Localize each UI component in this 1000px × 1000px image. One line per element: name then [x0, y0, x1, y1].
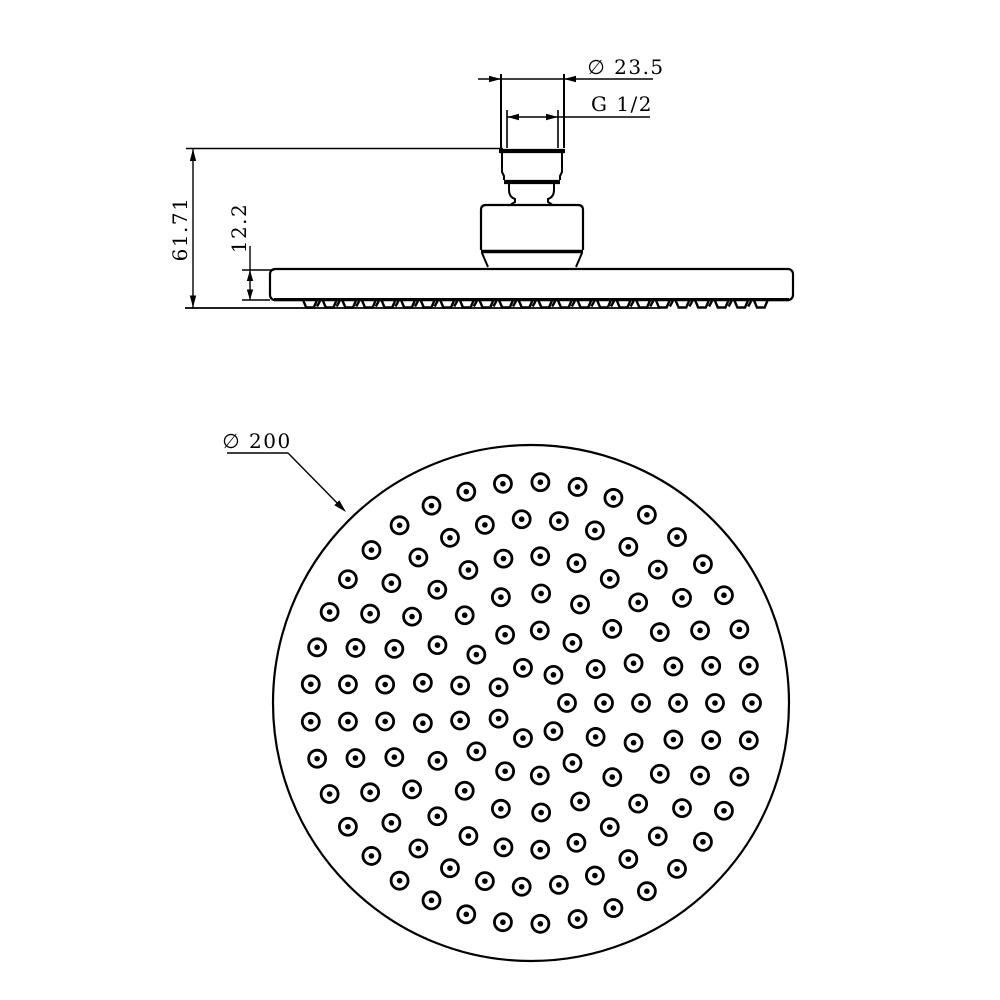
nozzle-dot [674, 866, 680, 872]
nozzle-dot [397, 523, 403, 529]
nozzle-dot [671, 664, 677, 670]
nozzle-dot [502, 632, 508, 638]
nozzle-dot [537, 773, 543, 779]
nozzle-dot [434, 813, 440, 819]
nozzle-dot [611, 495, 617, 501]
nozzle-dot [655, 834, 661, 840]
nozzle-dot [626, 544, 632, 550]
nozzle-dot [420, 720, 426, 726]
arrowhead-left-pointing [564, 76, 576, 82]
side-nozzle [460, 300, 474, 308]
nozzle-dot [435, 642, 441, 648]
thread-outer-lines [501, 74, 564, 148]
nozzle-dot [420, 680, 426, 686]
dim-overall-height [168, 149, 503, 308]
nozzle-dot [409, 787, 415, 793]
nozzle-dot [502, 768, 508, 774]
nozzle-dot [607, 824, 613, 830]
side-nozzle [362, 300, 376, 308]
nozzle-dot [655, 567, 661, 573]
nozzle-dot [457, 683, 463, 689]
nozzle-dot [674, 534, 680, 540]
nozzle-dot [392, 646, 398, 652]
thread-spec-label: G 1/2 [590, 92, 654, 116]
nozzle-dot [447, 865, 453, 871]
dim-thread-outer-diameter [478, 55, 665, 82]
nozzle-dot [389, 580, 395, 586]
collar-sides [502, 153, 562, 180]
side-nozzle [577, 300, 591, 308]
nozzle-dot [314, 756, 320, 762]
nozzle-dot [519, 516, 525, 522]
nozzle-dot [538, 479, 544, 485]
side-nozzle [636, 300, 650, 308]
arrowhead-up-pointing [247, 270, 253, 281]
nozzle-dot [611, 905, 617, 911]
nozzle-dot [749, 700, 755, 706]
nozzle-dot [447, 535, 453, 541]
nozzle-dot [708, 663, 714, 669]
arrowhead-right-pointing [546, 114, 558, 120]
nozzle-dot [466, 833, 472, 839]
side-nozzle [499, 300, 513, 308]
nozzle-dot [551, 728, 557, 734]
nozzle-dot [501, 845, 507, 851]
arrowhead-down-pointing [247, 290, 253, 301]
nozzle-dot [700, 561, 706, 567]
face-diameter-label: ∅ 200 [222, 429, 292, 453]
side-nozzle [675, 300, 689, 308]
nozzle-dot [635, 600, 641, 606]
thread-outer-diameter-label: ∅ 23.5 [587, 55, 665, 79]
nozzle-dot [577, 799, 583, 805]
nozzle-dot [474, 652, 480, 658]
side-nozzle [421, 300, 435, 308]
nozzle-dot [721, 808, 727, 814]
side-nozzle [479, 300, 493, 308]
arrowhead-left-pointing [507, 114, 519, 120]
side-nozzle [734, 300, 748, 308]
nozzle-dot [737, 774, 743, 780]
nozzle-dot [631, 660, 637, 666]
nozzle-dot [498, 806, 504, 812]
side-nozzle [715, 300, 729, 308]
nozzle-dot [327, 609, 333, 615]
nozzle-dot [498, 594, 504, 600]
nozzle-dot [416, 846, 422, 852]
dim-thread-spec [507, 92, 653, 120]
nozzle-dot [577, 602, 583, 608]
nozzle-dot [644, 888, 650, 894]
nozzle-dot [345, 824, 351, 830]
nozzle-dot [593, 666, 599, 672]
nozzle-dot [592, 528, 598, 534]
nozzle-dot [345, 719, 351, 725]
arrowhead-right-pointing [489, 76, 501, 82]
nozzle-dot [389, 820, 395, 826]
nozzle-dot [575, 916, 581, 922]
nozzle-dot [308, 681, 314, 687]
nozzle-dot [314, 645, 320, 651]
nozzle-dot [457, 718, 463, 724]
nozzle-dot [397, 878, 403, 884]
nozzle-dot [429, 898, 435, 904]
nozzle-dot [609, 626, 615, 632]
nozzle-dot [353, 755, 359, 761]
nozzle-dot [409, 614, 415, 620]
nozzle-dot [564, 700, 570, 706]
nozzle-dot [496, 716, 502, 722]
nozzle-dot [369, 853, 375, 859]
nozzle-dot [538, 810, 544, 816]
nozzle-dot [482, 522, 488, 528]
nozzle-dot [308, 719, 314, 725]
nozzle-dot [520, 665, 526, 671]
nozzle-dot [601, 700, 607, 706]
nozzle-dot [345, 682, 351, 688]
nozzle-dot [609, 774, 615, 780]
nozzle-dot [657, 771, 663, 777]
arrowhead-down-pointing [190, 296, 196, 308]
nozzle-dot [327, 791, 333, 797]
nozzle-dot [367, 789, 373, 795]
nozzle-dot [367, 611, 373, 617]
head-thickness-label: 12.2 [227, 202, 251, 254]
nozzle-dot [697, 773, 703, 779]
overall-height-label: 61.71 [168, 196, 192, 262]
dim-face-diameter [222, 429, 346, 512]
nozzle-dot [537, 847, 543, 853]
nozzle-dot [392, 754, 398, 760]
nozzle-dot [496, 685, 502, 691]
side-nozzle [538, 300, 552, 308]
nozzle-dot [570, 640, 576, 646]
side-nozzle [617, 300, 631, 308]
nozzle-dot [474, 749, 480, 755]
side-nozzle [440, 300, 454, 308]
nozzle-dot [500, 481, 506, 487]
nozzle-dot [746, 738, 752, 744]
nozzle-dot [369, 547, 375, 553]
nozzle-dot [463, 912, 469, 918]
neck-right [548, 184, 554, 205]
nozzle-dot [500, 919, 506, 925]
nozzle-dot [671, 737, 677, 743]
side-nozzle [342, 300, 356, 308]
nozzle-dot [538, 591, 544, 597]
nozzle-dot [635, 801, 641, 807]
nozzle-dot [657, 629, 663, 635]
nozzle-dot [556, 518, 562, 524]
nozzle-dot [574, 840, 580, 846]
nozzle-dot [679, 595, 685, 601]
nozzle-dot [675, 700, 681, 706]
nozzle-dot [593, 734, 599, 740]
nozzle-dot [574, 560, 580, 566]
nozzle-dot [501, 556, 507, 562]
nozzle-dot [537, 628, 543, 634]
nozzle-dot [466, 567, 472, 573]
nozzle-dot [519, 884, 525, 890]
body-skirt [482, 253, 582, 267]
nozzle-dot [626, 856, 632, 862]
side-nozzle [754, 300, 768, 308]
nozzle-dot [345, 576, 351, 582]
nozzle-dot [697, 628, 703, 634]
side-nozzle [401, 300, 415, 308]
nozzle-dot [631, 740, 637, 746]
nozzle-dot [463, 489, 469, 495]
nozzle-dot [551, 672, 557, 678]
nozzle-dot [520, 735, 526, 741]
side-nozzle [519, 300, 533, 308]
nozzle-dot [462, 788, 468, 794]
nozzle-dot [712, 700, 718, 706]
side-nozzle [303, 300, 317, 308]
nozzle-dot [482, 878, 488, 884]
nozzle-dot [592, 873, 598, 879]
nozzle-dot [700, 839, 706, 845]
bottom-view [222, 429, 789, 961]
nozzle-dot [607, 576, 613, 582]
nozzle-dot [746, 663, 752, 669]
nozzle-dot [644, 512, 650, 518]
arrowhead-up-pointing [190, 149, 196, 161]
side-nozzle [381, 300, 395, 308]
nozzle-dot [538, 921, 544, 927]
nozzle-dot [679, 805, 685, 811]
body-outline [481, 205, 583, 250]
nozzle-dot [537, 553, 543, 559]
nozzle-dot [353, 645, 359, 651]
nozzle-dot [570, 760, 576, 766]
nozzle-dot [721, 592, 727, 598]
nozzle-dot [708, 737, 714, 743]
side-nozzle [597, 300, 611, 308]
nozzle-dot [638, 700, 644, 706]
nozzle-dot [434, 587, 440, 593]
side-nozzle [558, 300, 572, 308]
side-nozzle-row [303, 300, 768, 308]
disc-outline [270, 269, 793, 300]
side-view [168, 55, 793, 308]
nozzle-dot [462, 612, 468, 618]
dim-head-thickness [227, 203, 274, 300]
leader-line [288, 453, 344, 510]
side-nozzle [656, 300, 670, 308]
nozzle-dot [435, 758, 441, 764]
nozzle-dot [382, 682, 388, 688]
nozzle-dot [556, 882, 562, 888]
nozzle-dot [737, 627, 743, 633]
nozzle-dot [416, 555, 422, 561]
neck-left [509, 184, 515, 205]
side-nozzle [695, 300, 709, 308]
nozzle-dot [382, 719, 388, 725]
nozzle-dot [575, 484, 581, 490]
side-nozzle [323, 300, 337, 308]
nozzle-dot [429, 503, 435, 509]
